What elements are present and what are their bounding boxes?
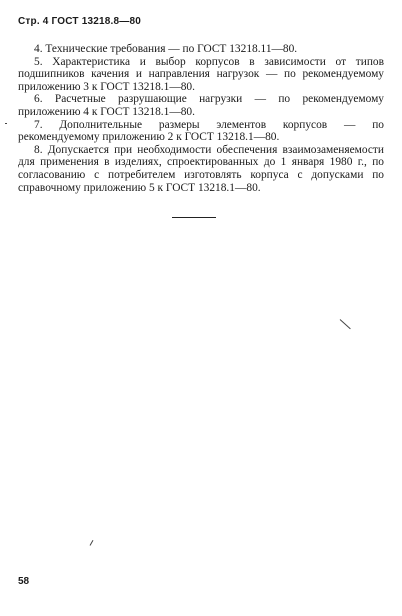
scan-artifact-mark — [5, 123, 7, 124]
paragraph-7: 7. Дополнительные размеры элементов корпусов — по рекомендуемому приложению 2 к ГОСТ 13218.1—80. — [18, 118, 384, 144]
section-end-rule — [172, 217, 216, 218]
paragraph-8: 8. Допускается при необходимости обеспечения взаимозаменяемости для применения в изделиях, спроектированных до 1 января 1980 г., по согласованию с потребителем изготовлять корпуса с допусками по справочному приложению 5 к ГОСТ 13218.1—80. — [18, 143, 384, 194]
page-number: 58 — [18, 576, 30, 587]
paragraph-4: 4. Технические требования — по ГОСТ 13218.11—80. — [34, 43, 298, 55]
scan-artifact-mark — [90, 540, 94, 546]
document-body — [18, 43, 384, 194]
scan-artifact-mark — [340, 319, 351, 329]
page-header: Стр. 4 ГОСТ 13218.8—80 — [18, 16, 141, 27]
paragraph-6: 6. Расчетные разрушающие нагрузки — по рекомендуемому приложению 4 к ГОСТ 13218.1—80. — [18, 93, 384, 118]
paragraph-5: 5. Характеристика и выбор корпусов в зависимости от типов подшипников качения и направления нагрузок — по рекомендуемому приложению 3 к ГОСТ 13218.1—80. — [18, 55, 384, 93]
